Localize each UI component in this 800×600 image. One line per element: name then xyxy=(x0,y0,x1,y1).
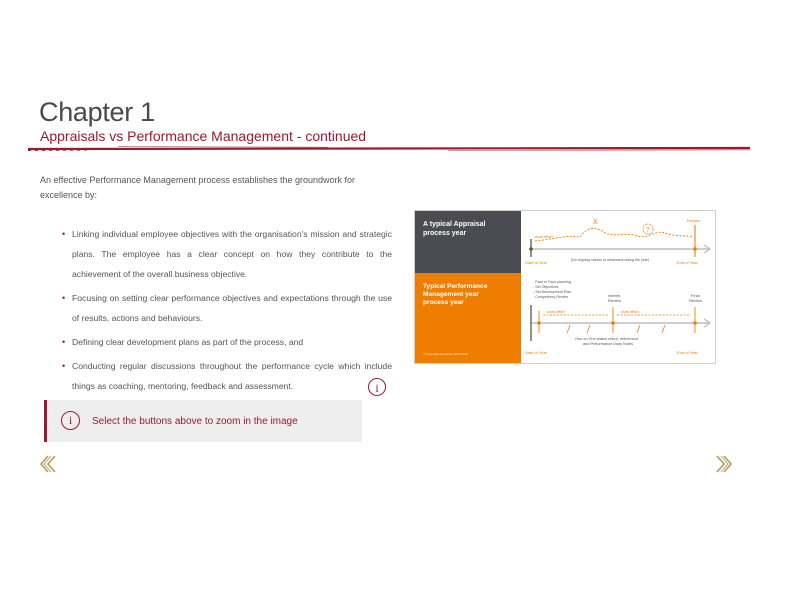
bottom-work-effort-2: work effort xyxy=(621,310,639,314)
top-note: (No ongoing checks or refinement during the year) xyxy=(571,258,650,262)
bullet-item xyxy=(62,332,392,352)
top-end: End of Year xyxy=(677,260,698,265)
bullet-text: Focusing on setting clear performance objectives and expectations through the use of results, actions and behaviours. xyxy=(72,293,392,323)
interim-label: Interim Review xyxy=(608,293,622,303)
bottom-start: Start of Year xyxy=(525,350,548,355)
performance-diagram-image[interactable] xyxy=(414,210,716,364)
x-mark: X xyxy=(593,219,598,226)
info-button[interactable] xyxy=(368,378,386,396)
intro-paragraph: An effective Performance Management process establishes the groundwork for excellence by: xyxy=(40,175,355,200)
top-start: Start of Year xyxy=(525,260,548,265)
final-label: Final Review xyxy=(689,293,703,303)
top-work-effort: work effort xyxy=(535,235,553,239)
bottom-end: End of Year xyxy=(677,350,698,355)
bullet-icon: • xyxy=(62,293,66,303)
bullet-icon: • xyxy=(62,337,66,347)
info-icon: i xyxy=(375,381,379,395)
diagram-copyright: © Copyright Australian HCM 2013 xyxy=(423,352,469,356)
info-icon: i xyxy=(61,411,80,430)
question-mark: ? xyxy=(646,227,650,234)
bottom-checklist: - Face to Face planning - Set Objectives - Set Development Plan - Competency Review xyxy=(533,280,571,299)
bullet-icon: • xyxy=(62,361,66,371)
bullet-item xyxy=(62,356,392,396)
bullet-item xyxy=(62,288,392,328)
double-chevron-right-icon[interactable] xyxy=(712,453,734,475)
bullet-item xyxy=(62,224,392,284)
bullet-text: Linking individual employee objectives with the organisation's mission and strategic plans. The employee has a clear concept on how they contribute to the achievement of the overall business objective. xyxy=(72,229,392,279)
bullet-list xyxy=(62,224,392,400)
top-review: Review xyxy=(687,218,701,223)
bullet-text: Conducting regular discussions throughout the performance cycle which include things as coaching, mentoring, feedback and assessment. xyxy=(72,361,392,391)
one-on-one-label: One on One status check, refinement and Performance Diary Notes xyxy=(575,337,638,346)
chapter-subtitle: Appraisals vs Performance Management - continued xyxy=(40,128,367,144)
bullet-icon: • xyxy=(62,229,66,239)
pm-label: Typical Performance Management year process year xyxy=(423,283,488,306)
double-chevron-left-icon[interactable] xyxy=(38,453,60,475)
appraisal-label: A typical Appraisal process year xyxy=(423,221,486,237)
header-divider xyxy=(28,145,750,153)
chapter-title: Chapter 1 xyxy=(39,97,155,127)
hint-callout xyxy=(44,400,362,442)
bottom-work-effort: work effort xyxy=(547,310,565,314)
bullet-text: Defining clear development plans as part of the process, and xyxy=(72,337,304,347)
hint-text: Select the buttons above to zoom in the image xyxy=(92,416,298,427)
